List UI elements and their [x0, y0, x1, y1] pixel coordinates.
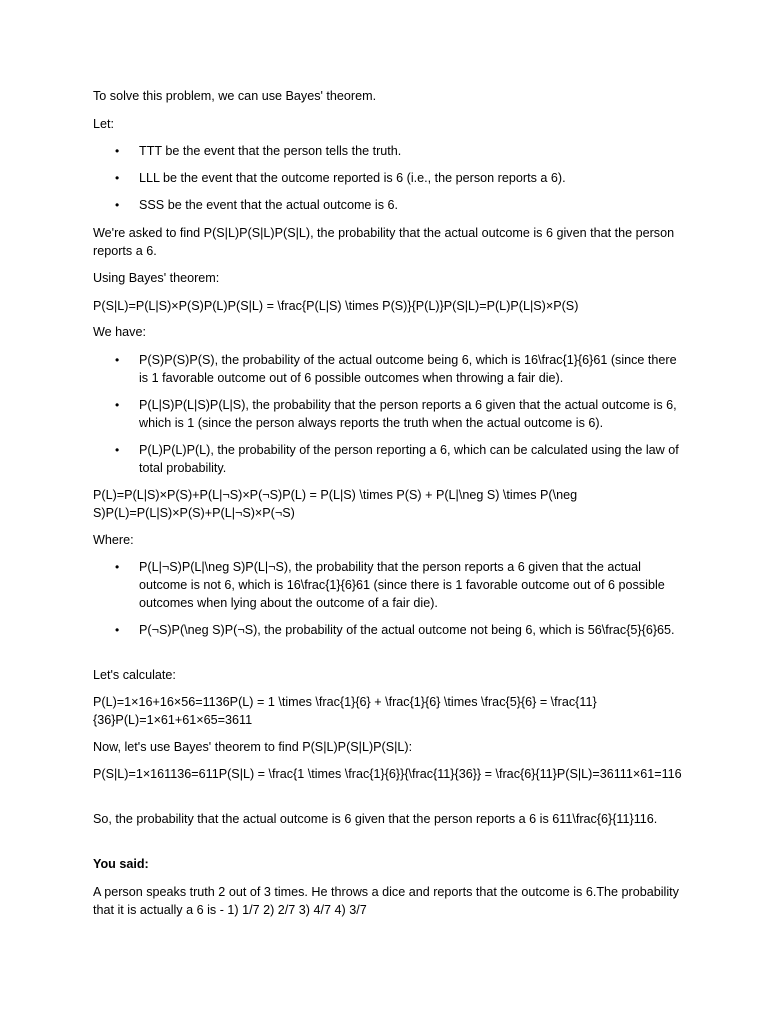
let-list — [93, 142, 683, 214]
list-item-text: P(S)P(S)P(S), the probability of the actual outcome being 6, which is 16\frac{1}{6}61 (since there is 1 favorable outcome out of 6 possible outcomes when throwing a fair die). — [139, 353, 677, 385]
list-item-text: LLL be the event that the outcome reported is 6 (i.e., the person reports a 6). — [139, 171, 566, 185]
list-item-text: P(L|¬S)P(L|\neg S)P(L|¬S), the probability that the person reports a 6 given that the actual outcome is not 6, which is 16\frac{1}{6}61 (since there is 1 favorable outcome out of 6 possible outcomes when lying about the outcome of a fair die). — [139, 560, 665, 610]
bullet-icon: • — [115, 623, 120, 637]
bullet-icon: • — [115, 144, 120, 158]
list-item — [93, 621, 683, 639]
list-item-text: TTT be the event that the person tells the truth. — [139, 144, 402, 158]
list-item — [93, 351, 683, 387]
where-label: Where: — [93, 533, 134, 547]
bullet-icon: • — [115, 198, 120, 212]
calculation-formula: P(L)=1×16+16×56=1136P(L) = 1 \times \frac{1}{6} + \frac{1}{6} \times \frac{5}{6} = \frac{11}{36}P(L)=1×61+61×65=3611 — [93, 695, 597, 727]
bayes-formula: P(S|L)=P(L|S)×P(S)P(L)P(S|L) = \frac{P(L|S) \times P(S)}{P(L)}P(S|L)=P(L)P(L|S)×P(S) — [93, 299, 579, 313]
list-item — [93, 196, 683, 214]
using-bayes-label: Using Bayes' theorem: — [93, 271, 220, 285]
list-item-text: P(¬S)P(\neg S)P(¬S), the probability of the actual outcome not being 6, which is 56\frac{5}{6}65. — [139, 623, 675, 637]
have-list — [93, 351, 683, 477]
now-bayes-text: Now, let's use Bayes' theorem to find P(S|L)P(S|L)P(S|L): — [93, 740, 413, 754]
bullet-icon: • — [115, 353, 120, 367]
conclusion-text: So, the probability that the actual outcome is 6 given that the person reports a 6 is 611\frac{6}{11}116. — [93, 812, 658, 826]
let-label: Let: — [93, 117, 115, 131]
list-item — [93, 441, 683, 477]
where-list — [93, 558, 683, 639]
we-have-label: We have: — [93, 325, 146, 339]
user-question: A person speaks truth 2 out of 3 times. He throws a dice and reports that the outcome is 6.The probability that it is actually a 6 is - 1) 1/7 2) 2/7 3) 4/7 4) 3/7 — [93, 885, 679, 917]
bullet-icon: • — [115, 398, 120, 412]
bullet-icon: • — [115, 171, 120, 185]
bullet-icon: • — [115, 560, 120, 574]
list-item-text: SSS be the event that the actual outcome is 6. — [139, 198, 399, 212]
list-item — [93, 142, 683, 160]
list-item — [93, 169, 683, 187]
list-item — [93, 396, 683, 432]
lets-calculate-label: Let's calculate: — [93, 668, 176, 682]
total-probability-formula: P(L)=P(L|S)×P(S)+P(L|¬S)×P(¬S)P(L) = P(L|S) \times P(S) + P(L|\neg S) \times P(\neg S)P(L)=P(L|S)×P(S)+P(L|¬S)×P(¬S) — [93, 488, 578, 520]
you-said-label: You said: — [93, 857, 149, 871]
list-item-text: P(L|S)P(L|S)P(L|S), the probability that the person reports a 6 given that the actual outcome is 6, which is 1 (since the person always reports the truth when the actual outcome is 6). — [139, 398, 677, 430]
bullet-icon: • — [115, 443, 120, 457]
final-formula: P(S|L)=1×161136=611P(S|L) = \frac{1 \times \frac{1}{6}}{\frac{11}{36}} = \frac{6}{11}P(S|L)=3611​1×61​​=116 — [93, 767, 682, 781]
list-item-text: P(L)P(L)P(L), the probability of the person reporting a 6, which can be calculated using the law of total probability. — [139, 443, 679, 475]
intro-text: To solve this problem, we can use Bayes' theorem. — [93, 89, 377, 103]
asked-text: We're asked to find P(S|L)P(S|L)P(S|L), the probability that the actual outcome is 6 given that the person reports a 6. — [93, 226, 675, 258]
list-item — [93, 558, 683, 612]
